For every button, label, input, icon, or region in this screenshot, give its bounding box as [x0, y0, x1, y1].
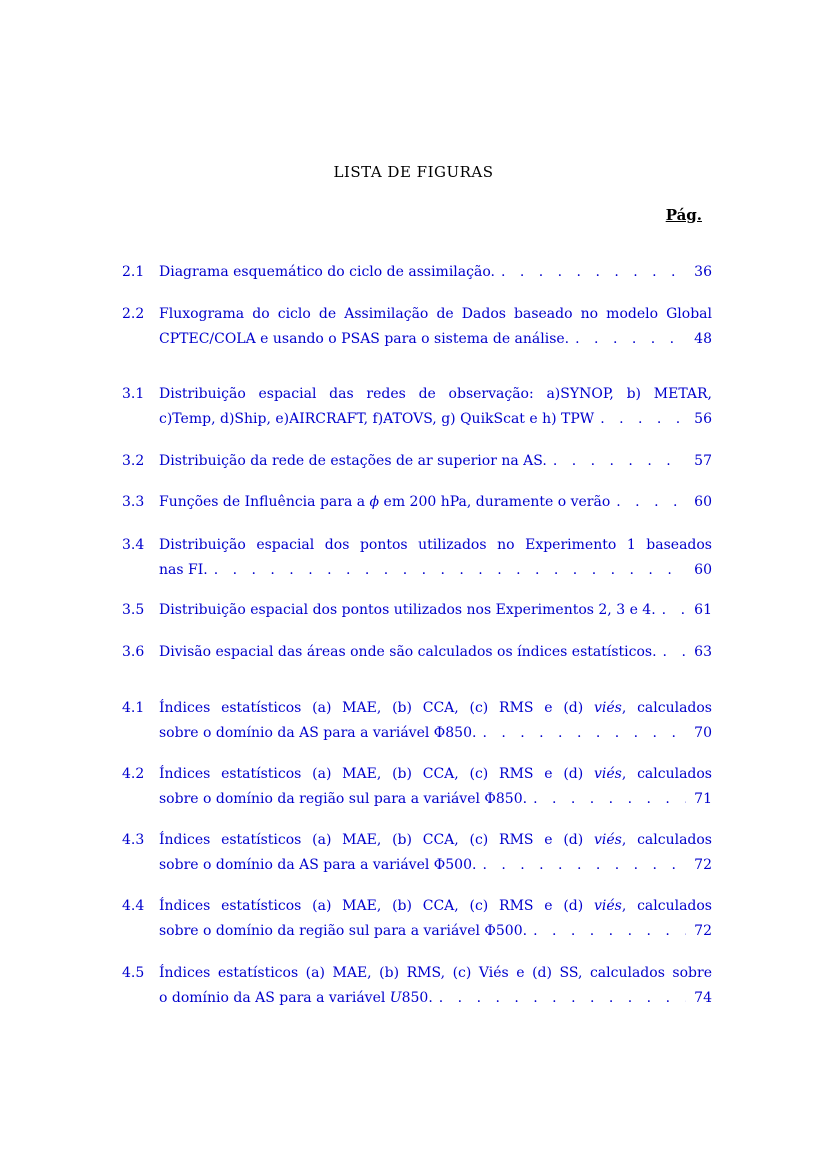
figure-number: 3.4 — [122, 537, 145, 553]
caption-last-line — [159, 260, 712, 285]
caption-line: nas FI. — [159, 562, 208, 578]
dot-leader — [533, 919, 686, 944]
caption-line: Fluxograma do ciclo de Assimilação de Dados baseado no modelo Global — [159, 306, 712, 322]
caption-line: c)Temp, d)Ship, e)AIRCRAFT, f)ATOVS, g) QuikScat e h) TPW — [159, 411, 595, 427]
page-number: 74 — [694, 990, 712, 1006]
figure-number: 3.2 — [122, 453, 145, 469]
figure-number: 2.2 — [122, 306, 145, 322]
figure-caption — [159, 961, 712, 1011]
figure-caption — [159, 762, 712, 812]
caption-line: Distribuição espacial dos pontos utilizados nos Experimentos 2, 3 e 4. — [159, 602, 656, 618]
page-title: LISTA DE FIGURAS — [333, 163, 494, 181]
caption-line: Diagrama esquemático do ciclo de assimilação. — [159, 264, 495, 280]
dot-leader — [482, 853, 686, 878]
figure-caption — [159, 490, 712, 515]
caption-line: Distribuição da rede de estações de ar superior na AS. — [159, 453, 547, 469]
caption-line: Divisão espacial das áreas onde são calculados os índices estatísticos. — [159, 644, 657, 660]
caption-line: sobre o domínio da região sul para a variável Φ850. — [159, 791, 528, 807]
figure-entry[interactable] — [122, 533, 712, 583]
dot-leader — [663, 640, 686, 665]
figure-number: 4.3 — [122, 832, 145, 848]
page-number: 56 — [694, 411, 712, 427]
caption-line: Índices estatísticos (a) MAE, (b) CCA, (c) RMS e (d) viés, calculados — [159, 898, 712, 914]
figure-number: 3.5 — [122, 602, 145, 618]
figure-number: 3.3 — [122, 494, 145, 510]
caption-last-line — [159, 327, 712, 352]
page-number: 72 — [694, 857, 712, 873]
caption-last-line — [159, 721, 712, 746]
caption-line: Índices estatísticos (a) MAE, (b) CCA, (c) RMS e (d) viés, calculados — [159, 700, 712, 716]
figure-caption — [159, 382, 712, 432]
figure-number: 4.2 — [122, 766, 145, 782]
page-number: 48 — [694, 331, 712, 347]
dot-leader — [533, 787, 686, 812]
figure-caption — [159, 640, 712, 665]
figure-caption — [159, 828, 712, 878]
caption-line: sobre o domínio da região sul para a variável Φ500. — [159, 923, 528, 939]
dot-leader — [439, 986, 686, 1011]
dot-leader — [214, 558, 686, 583]
figure-number: 4.1 — [122, 700, 145, 716]
caption-line: sobre o domínio da AS para a variável Φ500. — [159, 857, 477, 873]
caption-line: Índices estatísticos (a) MAE, (b) CCA, (c) RMS e (d) viés, calculados — [159, 766, 712, 782]
figure-entry[interactable] — [122, 382, 712, 432]
figure-entry[interactable] — [122, 449, 712, 474]
figure-caption — [159, 260, 712, 285]
page-number: 60 — [694, 494, 712, 510]
caption-last-line — [159, 787, 712, 812]
caption-last-line — [159, 490, 712, 515]
dot-leader — [575, 327, 686, 352]
caption-last-line — [159, 407, 712, 432]
page-number: 61 — [694, 602, 712, 618]
figure-entry[interactable] — [122, 961, 712, 1011]
caption-last-line — [159, 640, 712, 665]
page-column-label: Pág. — [665, 206, 702, 224]
figure-number: 2.1 — [122, 264, 145, 280]
figure-caption — [159, 302, 712, 352]
dot-leader — [501, 260, 686, 285]
figure-number: 3.1 — [122, 386, 145, 402]
page-number: 60 — [694, 562, 712, 578]
caption-line: Índices estatísticos (a) MAE, (b) RMS, (c) Viés e (d) SS, calculados sobre — [159, 965, 712, 981]
figure-caption — [159, 598, 712, 623]
figure-entry[interactable] — [122, 828, 712, 878]
figure-caption — [159, 894, 712, 944]
page-number: 72 — [694, 923, 712, 939]
caption-line: sobre o domínio da AS para a variável Φ850. — [159, 725, 477, 741]
dot-leader — [553, 449, 686, 474]
figure-number: 3.6 — [122, 644, 145, 660]
caption-last-line — [159, 853, 712, 878]
figure-entry[interactable] — [122, 302, 712, 352]
caption-last-line — [159, 449, 712, 474]
page-number: 71 — [694, 791, 712, 807]
caption-last-line — [159, 558, 712, 583]
figure-number: 4.4 — [122, 898, 145, 914]
figure-entry[interactable] — [122, 894, 712, 944]
caption-line: o domínio da AS para a variável U850. — [159, 990, 433, 1006]
figure-entry[interactable] — [122, 260, 712, 285]
dot-leader — [600, 407, 686, 432]
figure-entry[interactable] — [122, 640, 712, 665]
dot-leader — [482, 721, 686, 746]
caption-line: Distribuição espacial dos pontos utilizados no Experimento 1 baseados — [159, 537, 712, 553]
figure-entry[interactable] — [122, 598, 712, 623]
figure-entry[interactable] — [122, 762, 712, 812]
figure-entry[interactable] — [122, 696, 712, 746]
dot-leader — [662, 598, 686, 623]
caption-last-line — [159, 598, 712, 623]
figure-number: 4.5 — [122, 965, 145, 981]
caption-line: Distribuição espacial das redes de observação: a)SYNOP, b) METAR, — [159, 386, 712, 402]
page-number: 36 — [694, 264, 712, 280]
page-number: 70 — [694, 725, 712, 741]
caption-line: Índices estatísticos (a) MAE, (b) CCA, (c) RMS e (d) viés, calculados — [159, 832, 712, 848]
caption-last-line — [159, 986, 712, 1011]
figure-caption — [159, 449, 712, 474]
figure-caption — [159, 696, 712, 746]
page-number: 63 — [694, 644, 712, 660]
figure-entry[interactable] — [122, 490, 712, 515]
caption-last-line — [159, 919, 712, 944]
dot-leader — [616, 490, 686, 515]
page-number: 57 — [694, 453, 712, 469]
caption-line: CPTEC/COLA e usando o PSAS para o sistema de análise. — [159, 331, 570, 347]
caption-line: Funções de Influência para a ϕ em 200 hPa, duramente o verão — [159, 494, 611, 510]
figure-caption — [159, 533, 712, 583]
